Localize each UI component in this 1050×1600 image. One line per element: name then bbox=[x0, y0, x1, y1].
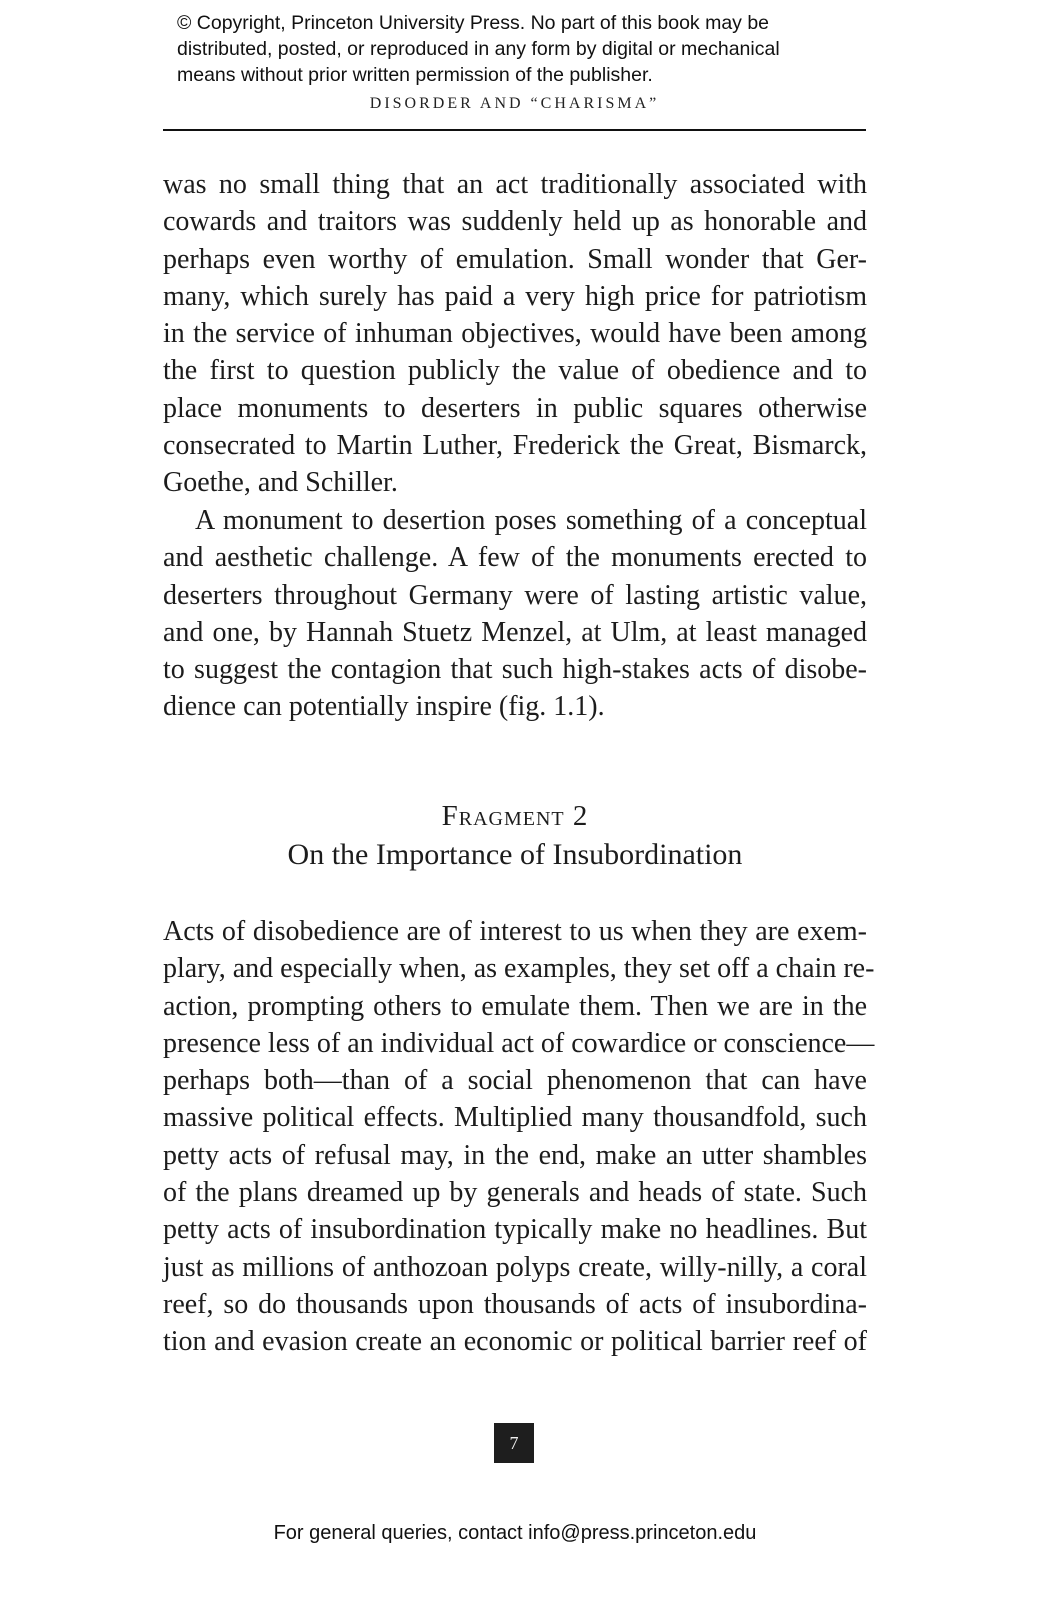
text-line: perhaps even worthy of emulation. Small wonder that Ger- bbox=[163, 243, 867, 275]
text-line: presence less of an individual act of cowardice or conscience— bbox=[163, 1027, 875, 1059]
text-line: plary, and especially when, as examples, they set off a chain re- bbox=[163, 953, 875, 985]
copyright-line: distributed, posted, or reproduced in any form by digital or mechanical bbox=[177, 38, 780, 60]
page-number-badge: 7 bbox=[494, 1423, 534, 1463]
text-line: just as millions of anthozoan polyps create, willy-nilly, a coral bbox=[163, 1251, 867, 1283]
text-line: cowards and traitors was suddenly held up as honorable and bbox=[163, 206, 867, 238]
text-line: tion and evasion create an economic or political barrier reef of bbox=[163, 1326, 867, 1358]
paragraph bbox=[163, 502, 867, 726]
text-line: dience can potentially inspire (fig. 1.1). bbox=[163, 691, 605, 723]
text-line: to suggest the contagion that such high-stakes acts of disobe- bbox=[163, 654, 867, 686]
text-line: reef, so do thousands upon thousands of acts of insubordina- bbox=[163, 1288, 867, 1320]
paragraph bbox=[163, 913, 875, 1361]
copyright-line: means without prior written permission of the publisher. bbox=[177, 64, 653, 86]
text-line: petty acts of refusal may, in the end, make an utter shambles bbox=[163, 1139, 867, 1171]
text-line: perhaps both—than of a social phenomenon that can have bbox=[163, 1065, 867, 1097]
text-line: and one, by Hannah Stuetz Menzel, at Ulm, at least managed bbox=[163, 616, 867, 648]
section-title: On the Importance of Insubordination bbox=[287, 838, 743, 871]
copyright-line: © Copyright, Princeton University Press. No part of this book may be bbox=[177, 12, 770, 34]
section-label: Fragment 2 bbox=[441, 800, 589, 832]
running-head: DISORDER AND “CHARISMA” bbox=[369, 95, 660, 112]
text-line: in the service of inhuman objectives, would have been among bbox=[163, 318, 867, 350]
text-line: Goethe, and Schiller. bbox=[163, 467, 398, 499]
footer-contact: For general queries, contact info@press.princeton.edu bbox=[273, 1522, 757, 1544]
text-line: of the plans dreamed up by generals and heads of state. Such bbox=[163, 1177, 867, 1209]
text-line: many, which surely has paid a very high price for patriotism bbox=[163, 280, 867, 312]
text-line: action, prompting others to emulate them. Then we are in the bbox=[163, 990, 867, 1022]
text-line: deserters throughout Germany were of lasting artistic value, bbox=[163, 579, 867, 611]
text-line: massive political effects. Multiplied many thousandfold, such bbox=[163, 1102, 867, 1134]
paragraph bbox=[163, 166, 867, 502]
text-line: Acts of disobedience are of interest to us when they are exem- bbox=[163, 916, 867, 947]
text-line: petty acts of insubordination typically make no headlines. But bbox=[163, 1214, 867, 1246]
header-rule-divider bbox=[163, 129, 866, 131]
text-line: place monuments to deserters in public squares otherwise bbox=[163, 392, 867, 424]
copyright-notice bbox=[177, 10, 897, 88]
text-line: and aesthetic challenge. A few of the monuments erected to bbox=[163, 542, 867, 574]
text-line: the first to question publicly the value of obedience and to bbox=[163, 355, 867, 387]
text-line: A monument to desertion poses something of a conceptual bbox=[195, 505, 867, 536]
text-line: was no small thing that an act traditionally associated with bbox=[163, 169, 867, 200]
text-line: consecrated to Martin Luther, Frederick the Great, Bismarck, bbox=[163, 430, 867, 462]
